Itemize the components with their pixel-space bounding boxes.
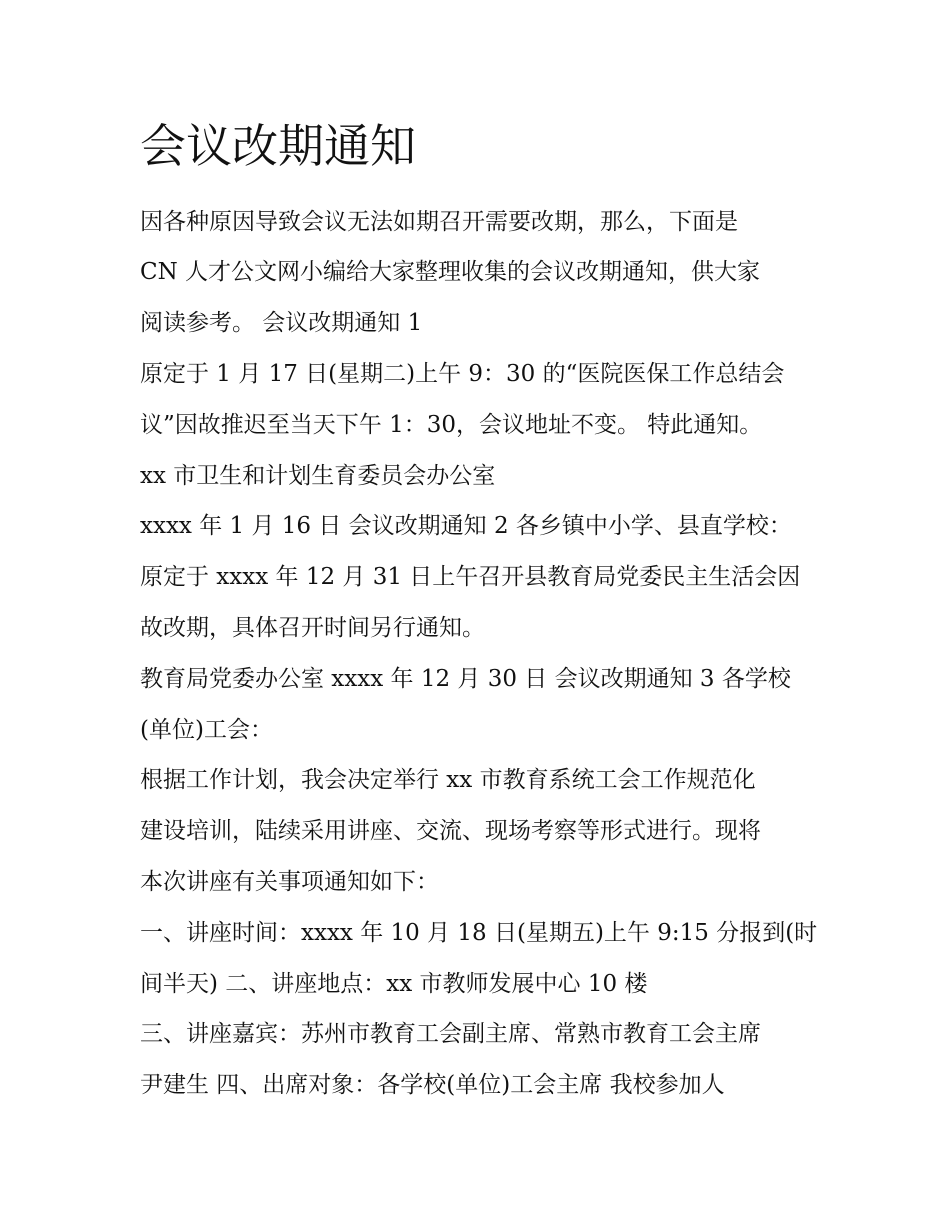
paragraph-line: 本次讲座有关事项通知如下： [140, 869, 439, 895]
paragraph-line: 阅读参考。 会议改期通知 1 [140, 310, 423, 336]
paragraph-line: 教育局党委办公室 xxxx 年 12 月 30 日 会议改期通知 3 各学校 [140, 666, 791, 692]
paragraph-line: 原定于 1 月 17 日(星期二)上午 9：30 的“医院医保工作总结会 [140, 361, 785, 387]
paragraph-line: 尹建生 四、出席对象：各学校(单位)工会主席 我校参加人 [140, 1072, 725, 1098]
paragraph-line: 建设培训，陆续采用讲座、交流、现场考察等形式进行。现将 [140, 818, 761, 844]
paragraph-line: xxxx 年 1 月 16 日 会议改期通知 2 各乡镇中小学、县直学校： [140, 513, 792, 539]
paragraph-line: 因各种原因导致会议无法如期召开需要改期，那么，下面是 [140, 209, 738, 235]
paragraph-line: 故改期，具体召开时间另行通知。 [140, 615, 485, 641]
paragraph-line: CN 人才公文网小编给大家整理收集的会议改期通知，供大家 [140, 259, 761, 285]
paragraph-line: 三、讲座嘉宾：苏州市教育工会副主席、常熟市教育工会主席 [140, 1021, 761, 1047]
paragraph-line: 议”因故推迟至当天下午 1：30，会议地址不变。 特此通知。 [140, 412, 763, 438]
paragraph-line: xx 市卫生和计划生育委员会办公室 [140, 463, 496, 489]
paragraph-line: (单位)工会： [140, 717, 273, 743]
paragraph-line: 原定于 xxxx 年 12 月 31 日上午召开县教育局党委民主生活会因 [140, 564, 801, 590]
paragraph-line: 间半天) 二、讲座地点：xx 市教师发展中心 10 楼 [140, 971, 648, 997]
paragraph-line: 根据工作计划，我会决定举行 xx 市教育系统工会工作规范化 [140, 767, 756, 793]
document-title: 会议改期通知 [140, 119, 416, 173]
paragraph-line: 一、讲座时间：xxxx 年 10 月 18 日(星期五)上午 9:15 分报到(时 [140, 920, 818, 946]
